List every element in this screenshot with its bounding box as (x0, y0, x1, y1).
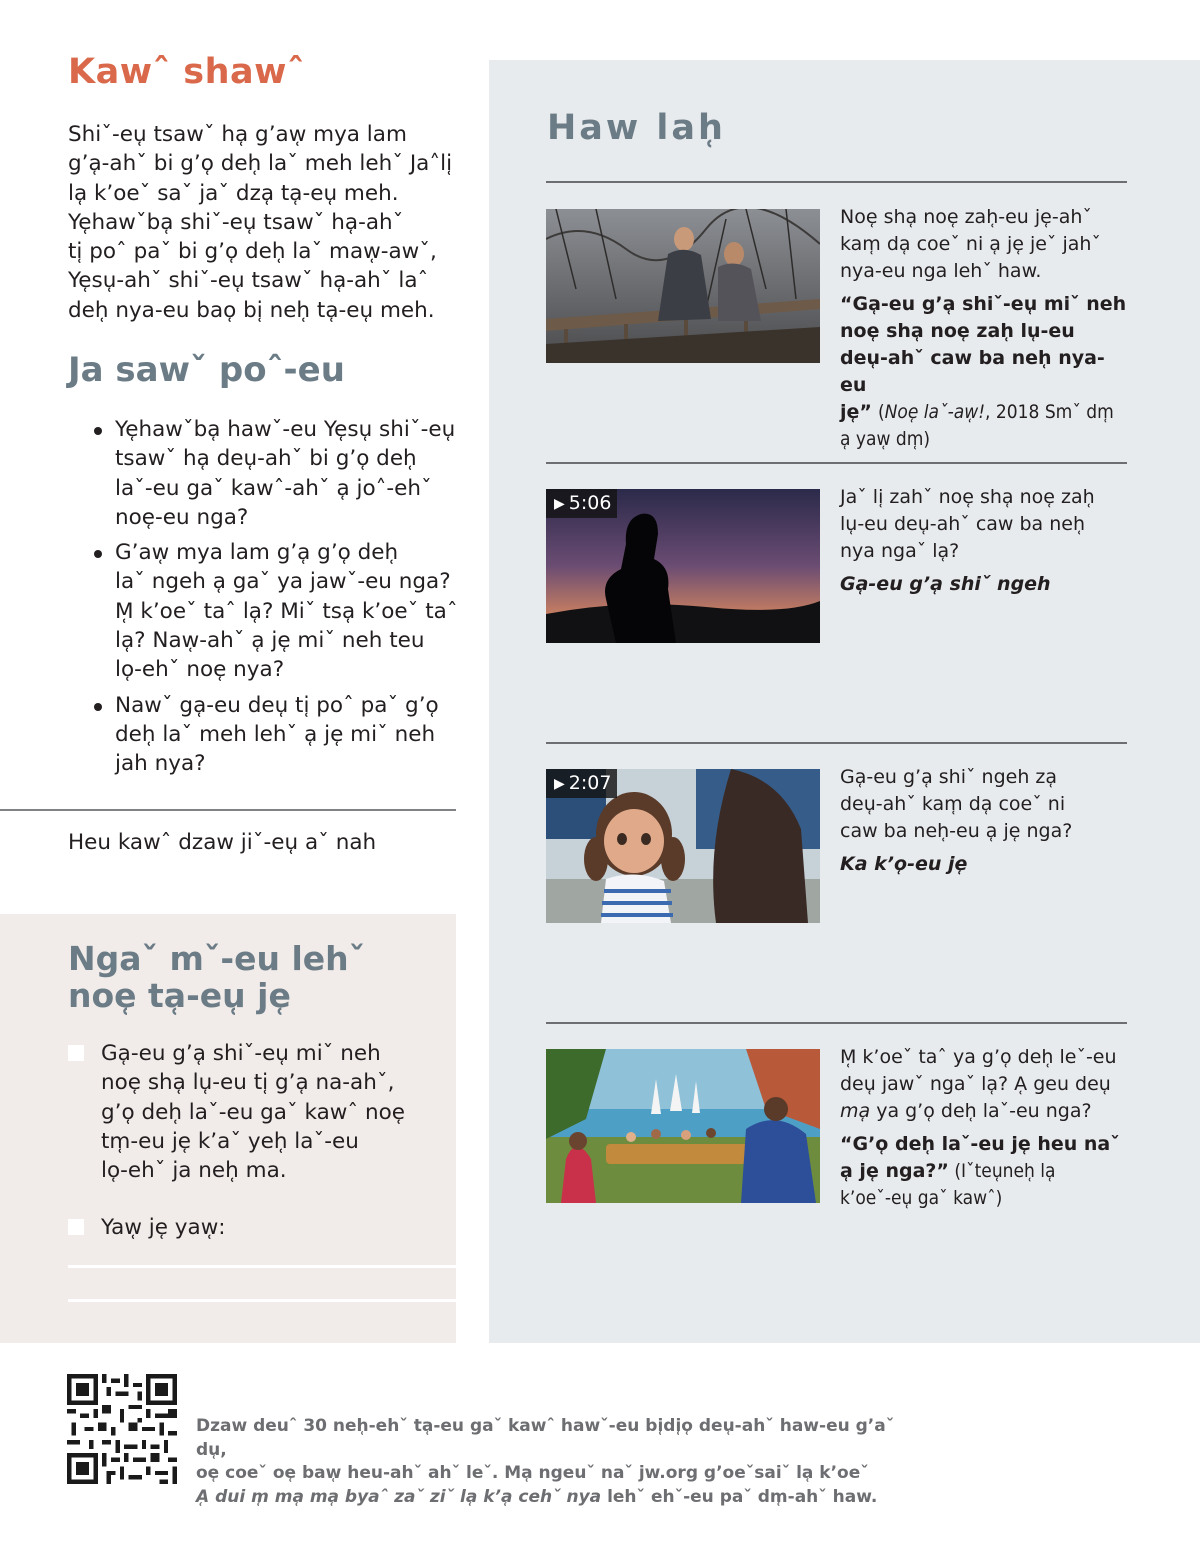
paradise-painting-illustration (546, 1049, 820, 1203)
writing-line[interactable] (68, 1299, 456, 1302)
questions-list (115, 415, 460, 785)
footer-italic-title: A̜ dui m̜ ma̜ ma̜ byaˆ zaˇ ziˇ la̜ k’a̜ cehˇ nya (196, 1486, 602, 1507)
intro-line: Shiˇ-eu̜ tsawˇ ha̜ g’aw̜ mya lam (68, 122, 407, 147)
question-line: la̜? Naw̜-ahˇ a̜ je̜ miˇ neh teu (115, 628, 425, 654)
text-line: lu̜-eu deu̜-ahˇ caw ba neh̜ (840, 513, 1086, 535)
checklist-heading-line: noe̜ ta̜-eu̜ je̜ (68, 976, 291, 1015)
text-line: deu̜-ahˇ kam̜ da̜ coeˇ ni (840, 793, 1066, 815)
checklist-item-text (101, 1213, 428, 1242)
intro-paragraph (68, 120, 453, 325)
footer-text: lehˇ ehˇ-eu paˇ dm̜-ahˇ haw. (601, 1486, 878, 1507)
question-line: G’aw̜ mya lam g’a̜ g’o̜ deh̜ (115, 540, 399, 566)
text-line: Noe̜ sha̜ noe̜ zah̜-eu je̜-ahˇ (840, 206, 1092, 228)
media-item-4-text (840, 1044, 1130, 1212)
footer-line: Dzaw deuˆ 30 neh̜-ehˇ ta̜-eu gaˇ kawˆ hawˇ-eu bi̜di̜o̜ deu̜-ahˇ haw-eu g’aˇ du̜, (196, 1416, 895, 1460)
citation[interactable]: (Noe̜ laˇ-aw̜!, 2018 Smˇ dm̜ (877, 401, 1114, 423)
citation-line: k’oeˇ-eu̜ gaˇ kawˆ) (840, 1187, 1003, 1209)
media-item-3-text (840, 764, 1130, 878)
checklist-item-text (101, 1039, 428, 1185)
question-line: deh̜ laˇ meh lehˇ a̜ je̜ miˇ neh (115, 721, 436, 747)
section-heading-kaw-shaw: Kawˆ shawˆ (68, 52, 305, 92)
question-item (115, 415, 460, 532)
intro-line: Ye̜hawˇba̜ shiˇ-eu̜ tsawˇ ha̜-ahˇ (68, 209, 404, 235)
question-item (115, 538, 460, 684)
checkbox[interactable] (68, 1045, 84, 1061)
intro-line: deh̜ nya-eu bao̜ bi̜ neh̜ ta̜-eu̜ meh. (68, 297, 435, 323)
text-span: ya g’o̜ deh̜ laˇ-eu nga? (870, 1100, 1092, 1122)
question-line: lo̜-ehˇ noe̜ nya? (115, 657, 285, 683)
question-line: noe̜-eu nga? (115, 504, 249, 530)
scripture-quote (840, 291, 1130, 453)
painting-paradise-gathering (546, 1049, 820, 1203)
checklist-line: Ga̜-eu g’a̜ shiˇ-eu̜ miˇ neh (101, 1041, 381, 1066)
footer-note (196, 1415, 896, 1509)
text-line: M̜ k’oeˇ taˆ ya g’o̜ deh̜ leˇ-eu (840, 1046, 1117, 1068)
video-duration: 5:06 (568, 492, 612, 514)
quote-line: deu̜-ahˇ caw ba neh̜ nya-eu (840, 347, 1105, 396)
intro-line: ti̜ poˆ paˇ bi g’o̜ deh̜ laˇ maw̜-awˇ, (68, 239, 437, 265)
quote-line: a̜ je̜ nga?” (840, 1160, 949, 1182)
question-line: jah nya? (115, 751, 206, 777)
checklist-line: g’o̜ deh̜ laˇ-eu gaˇ kawˆ noe̜ (101, 1099, 405, 1125)
video-thumbnail-silhouette[interactable] (546, 489, 820, 643)
intro-line: la̜ k’oeˇ saˇ jaˇ dza̜ ta̜-eu̜ meh. (68, 180, 399, 206)
quote-line: je̜” (840, 401, 872, 423)
text-line (840, 1098, 1130, 1125)
question-line: Nawˇ ga̜-eu deu̜ ti̜ poˆ paˇ g’o̜ (115, 692, 439, 718)
text-line: kam̜ da̜ coeˇ ni a̜ je̜ jeˇ jahˇ (840, 233, 1101, 255)
checklist-line: lo̜-ehˇ ja neh̜ ma. (101, 1158, 287, 1184)
section-divider (546, 181, 1127, 183)
qr-code-icon[interactable] (67, 1374, 177, 1484)
couple-photo-illustration (546, 209, 820, 363)
video-thumbnail-animated-girl[interactable] (546, 769, 820, 923)
photo-couple-on-bridge (546, 209, 820, 363)
media-item-2-text (840, 484, 1130, 598)
question-line: tsawˇ ha̜ deu̜-ahˇ bi g’o̜ deh̜ (115, 446, 417, 472)
video-title-link[interactable]: Ga̜-eu g’a̜ shiˇ ngeh (840, 573, 1051, 595)
section-divider (546, 1022, 1127, 1024)
next-topic-title: Heu kawˆ dzaw jiˇ-eu̜ aˇ nah (68, 830, 377, 855)
checkbox[interactable] (68, 1219, 84, 1235)
text-line: nya-eu nga lehˇ haw. (840, 260, 1042, 282)
text-line: Jaˇ li̜ zahˇ noe̜ sha̜ noe̜ zah̜ (840, 486, 1095, 508)
checklist-heading-line: Ngaˇ mˇ-eu lehˇ (68, 939, 366, 978)
checklist-item (68, 1039, 428, 1185)
section-divider (546, 462, 1127, 464)
checklist-item (68, 1213, 428, 1242)
question-line: M̜ k’oeˇ taˆ la̜? Miˇ tsa̜ k’oeˇ taˆ (115, 598, 458, 624)
question-line: laˇ-eu gaˇ kawˆ-ahˇ a̜ jo˄-ehˇ (115, 475, 432, 501)
intro-line: g’a̜-ahˇ bi g’o̜ deh̜ laˇ meh lehˇ Ja˄li̜ (68, 151, 453, 177)
text-line: nya ngaˇ la̜? (840, 540, 960, 562)
intro-line: Ye̜su̜-ahˇ shiˇ-eu̜ tsawˇ ha̜-ahˇ laˆ (68, 268, 429, 294)
quote-line: noe̜ sha̜ noe̜ zah̜ lu̜-eu (840, 320, 1075, 342)
questions-heading: Ja sawˇ poˆ-eu (68, 350, 345, 390)
video-duration-badge (546, 769, 617, 798)
section-heading-haw-lah: Haw lah̜ (547, 108, 726, 148)
italic-word: ma̜ (840, 1100, 871, 1122)
question-line: laˇ ngeh a̜ gaˇ ya jawˇ-eu nga? (115, 569, 451, 595)
citation[interactable]: (Iˇteu̜neh̜ la̜ (948, 1160, 1056, 1182)
checklist-heading (68, 940, 428, 1014)
section-divider (0, 809, 456, 811)
quote-line: “Ga̜-eu g’a̜ shiˇ-eu̜ miˇ neh (840, 293, 1127, 315)
text-line: caw ba neh̜-eu a̜ je̜ nga? (840, 820, 1073, 842)
quote-line: “G’o̜ deh̜ laˇ-eu je̜ heu naˇ (840, 1133, 1120, 1155)
writing-line[interactable] (68, 1265, 456, 1268)
question-line: Ye̜hawˇba̜ hawˇ-eu Ye̜su̜ shiˇ-eu̜ (115, 417, 456, 442)
footer-line: oe̜ coeˇ oe̜ baw̜ heu-ahˇ ahˇ leˇ. Ma̜ ngeuˇ naˇ jw.org g’oeˇsaiˇ la̜ k’oeˇ (196, 1463, 869, 1483)
footer-line (196, 1486, 896, 1510)
video-title-link[interactable]: Ka k’o̜-eu je̜ (840, 853, 968, 875)
video-duration: 2:07 (568, 772, 612, 794)
section-divider (546, 742, 1127, 744)
text-line: deu̜ jawˇ ngaˇ la̜? A̜ geu deu̜ (840, 1073, 1111, 1095)
citation-date: , 2018 Smˇ dm̜ (985, 401, 1114, 423)
text-line: Ga̜-eu g’a̜ shiˇ ngeh za̜ (840, 766, 1058, 788)
play-icon: ▶ (554, 776, 565, 792)
checklist-line: tm̜-eu je̜ k’aˇ yeh̜ laˇ-eu (101, 1128, 359, 1154)
media-item-1-text (840, 204, 1130, 453)
checklist-line: Yaw̜ je̜ yaw̜: (101, 1215, 226, 1240)
checklist-line: noe̜ sha̜ lu̜-eu ti̜ g’a̜ na-ahˇ, (101, 1070, 395, 1096)
question-item (115, 691, 460, 779)
video-duration-badge (546, 489, 617, 518)
play-icon: ▶ (554, 496, 565, 512)
citation-source: Noe̜ laˇ-aw̜! (884, 401, 986, 423)
citation-line: a̜ yaw̜ dm̜) (840, 428, 931, 450)
